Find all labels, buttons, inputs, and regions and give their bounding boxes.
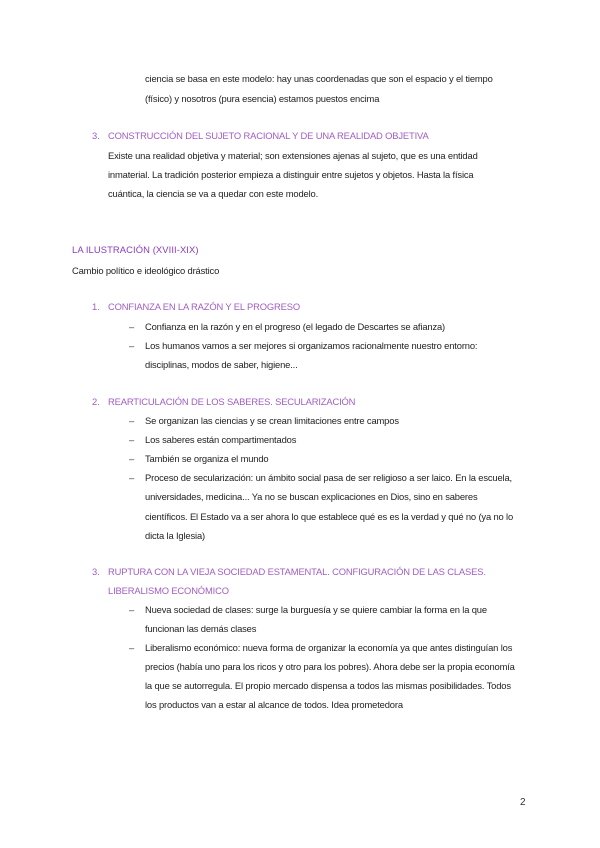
bullet-dash: –: [129, 415, 135, 426]
bullet-line: la que se autorregula. El propio mercado dispensa a todos las mismas posibilidades. Todos: [145, 680, 511, 691]
bullet-line: Se organizan las ciencias y se crean limitaciones entre campos: [145, 415, 399, 426]
bullet-line: los productos van a estar al alcance de todos. Idea prometedora: [145, 699, 403, 710]
bullet-dash: –: [129, 321, 135, 332]
bullet-line: Proceso de secularización: un ámbito social pasa de ser religioso a ser laico. En la escuela,: [145, 472, 512, 483]
list-number: 3.: [92, 130, 100, 141]
section-subtitle: Cambio político e ideológico drástico: [72, 265, 220, 276]
intro-line: ciencia se basa en este modelo: hay unas coordenadas que son el espacio y el tiempo: [145, 73, 493, 84]
paragraph-line: Existe una realidad objetiva y material; son extensiones ajenas al sujeto, que es una entidad: [108, 150, 478, 161]
bullet-line: Liberalismo económico: nueva forma de organizar la economía ya que antes distinguían los: [145, 642, 513, 653]
paragraph-line: cuántica, la ciencia se va a quedar con este modelo.: [108, 188, 319, 199]
bullet-line: Los humanos vamos a ser mejores si organizamos racionalmente nuestro entorno:: [145, 340, 478, 351]
bullet-line: científicos. El Estado va a ser ahora lo que establece qué es es la verdad y qué no (ya no lo: [145, 511, 514, 522]
item-title: CONSTRUCCIÓN DEL SUJETO RACIONAL Y DE UNA REALIDAD OBJETIVA: [108, 130, 429, 141]
section-heading: LA ILUSTRACIÓN (XVIII-XIX): [72, 244, 199, 255]
bullet-dash: –: [129, 453, 135, 464]
bullet-line: Los saberes están compartimentados: [145, 434, 297, 445]
bullet-line: universidades, medicina... Ya no se buscan explicaciones en Dios, sino en saberes: [145, 491, 478, 502]
bullet-line: disciplinas, modos de saber, higiene...: [145, 359, 298, 370]
item-title: LIBERALISMO ECONÓMICO: [108, 585, 229, 596]
bullet-line: Confianza en la razón y en el progreso (el legado de Descartes se afianza): [145, 321, 446, 332]
item-title: REARTICULACIÓN DE LOS SABERES. SECULARIZACIÓN: [108, 396, 356, 407]
item-title: RUPTURA CON LA VIEJA SOCIEDAD ESTAMENTAL. CONFIGURACIÓN DE LAS CLASES.: [108, 566, 486, 577]
page-number: 2: [520, 797, 526, 808]
bullet-line: funcionan las demás clases: [145, 623, 257, 634]
intro-line: (físico) y nosotros (pura esencia) estamos puestos encima: [145, 93, 380, 104]
item-title: CONFIANZA EN LA RAZÓN Y EL PROGRESO: [108, 301, 301, 312]
bullet-line: dicta la Iglesia): [145, 530, 205, 541]
bullet-dash: –: [129, 340, 135, 351]
list-number: 1.: [92, 301, 100, 312]
list-number: 3.: [92, 566, 100, 577]
list-number: 2.: [92, 396, 100, 407]
bullet-dash: –: [129, 434, 135, 445]
bullet-line: Nueva sociedad de clases: surge la burguesía y se quiere cambiar la forma en la que: [145, 604, 487, 615]
bullet-line: También se organiza el mundo: [145, 453, 269, 464]
bullet-dash: –: [129, 472, 135, 483]
bullet-line: precios (había uno para los ricos y otro para los pobres). Ahora debe ser la propia economía: [145, 661, 515, 672]
bullet-dash: –: [129, 642, 135, 653]
paragraph-line: inmaterial. La tradición posterior empieza a distinguir entre sujetos y objetos. Hasta la física: [108, 169, 474, 180]
bullet-dash: –: [129, 604, 135, 615]
